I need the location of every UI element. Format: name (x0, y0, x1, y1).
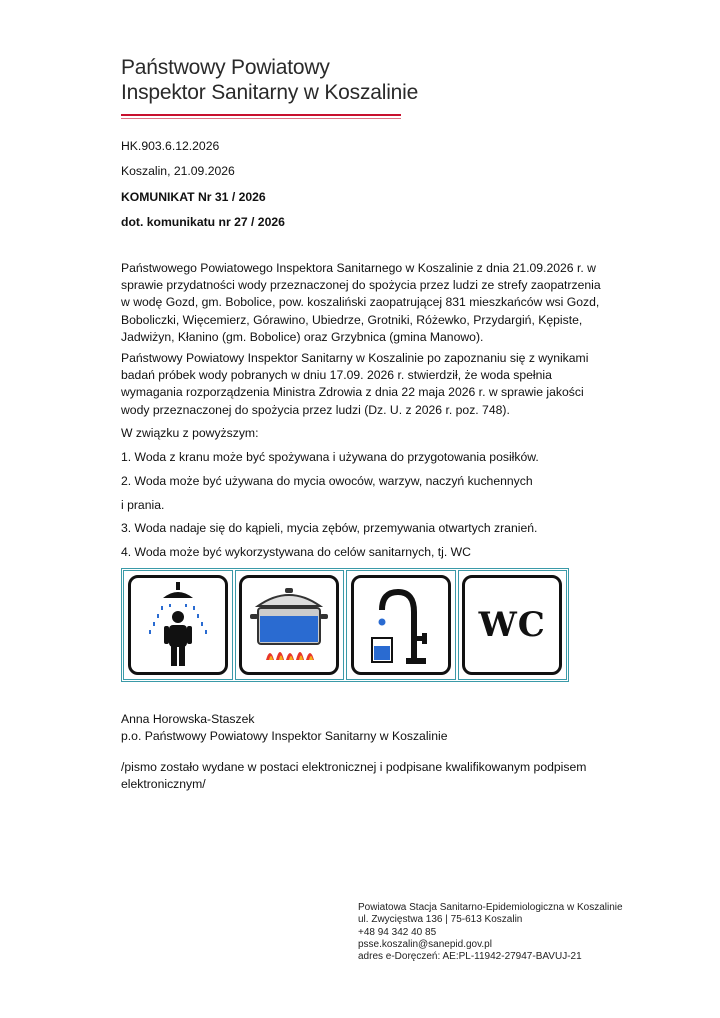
footer-institution: Powiatowa Stacja Sanitarno-Epidemiologiczna w Koszalinie (358, 902, 623, 913)
footer-edelivery: adres e-Doręczeń: AE:PL-11942-27947-BAVUJ-21 (358, 951, 582, 963)
list-item-2: 2. Woda może być używana do mycia owoców, warzyw, naczyń kuchennych (121, 474, 533, 488)
list-item-4: 4. Woda może być wykorzystywana do celów sanitarnych, tj. WC (121, 545, 471, 559)
paragraph-findings: Państwowy Powiatowy Inspektor Sanitarny w Koszalinie po zapoznaniu się z wynikami badań próbek wody pobranych w dniu 17.09. 2026 r. stwierdził, że woda spełnia wymagania rozporządzenia Ministra Zdrowia z dnia 22 maja 2026 r. w sprawie jakości wody przeznaczonej do spożycia przez ludzi (Dz. U. z 2026 r. poz. 748). (121, 351, 589, 417)
paragraph-intro: Państwowego Powiatowego Inspektora Sanitarnego w Koszalinie z dnia 21.09.2026 r. w sprawie przydatności wody przeznaczonej do spożycia przez ludzi ze strefy zaopatrzenia w wodę Gozd, gm. Bobolice, pow. koszaliński zaopatrującej 831 mieszkańców wsi Gozd, Boboliczki, Więcemierz, Górawino, Ubiedrze, Grotniki, Różewko, Przydargiń, Kępiste, Jadwiżyn, Kłanino (gm. Bobolice) oraz Grzybnica (gmina Manowo). (121, 261, 601, 344)
list-item-3: 3. Woda nadaje się do kąpieli, mycia zębów, przemywania otwartych zranień. (121, 521, 538, 535)
reference-number: HK.903.6.12.2026 (121, 139, 220, 153)
letterhead-rule-thin (121, 118, 401, 119)
place-date: Koszalin, 21.09.2026 (121, 164, 235, 178)
pictogram-wc (458, 570, 568, 680)
footer-address (358, 902, 623, 963)
pictogram-tap (346, 570, 456, 680)
pictogram-cooking (235, 570, 345, 680)
signatory-name: Anna Horowska-Staszek (121, 712, 255, 726)
pictogram-shower (123, 570, 233, 680)
electronic-signature-note: /pismo zostało wydane w postaci elektronicznej i podpisane kwalifikowanym podpisem elektronicznym/ (121, 760, 587, 792)
signatory-role: p.o. Państwowy Powiatowy Inspektor Sanitarny w Koszalinie (121, 729, 448, 743)
tap-water-icon (356, 580, 446, 670)
wc-icon: WC (478, 605, 546, 645)
letterhead-line-1: Państwowy Powiatowy (121, 56, 330, 79)
footer-street: ul. Zwycięstwa 136 | 75-613 Koszalin (358, 914, 523, 926)
letterhead-line-2: Inspektor Sanitarny w Koszalinie (121, 81, 419, 104)
list-item-2-cont: i prania. (121, 498, 165, 512)
cooking-pot-icon (244, 580, 334, 670)
letterhead-rule (121, 114, 401, 116)
paragraph-therefore: W związku z powyższym: (121, 426, 259, 440)
footer-email: psse.koszalin@sanepid.gov.pl (358, 938, 492, 950)
announcement-title: KOMUNIKAT Nr 31 / 2026 (121, 190, 266, 204)
list-item-1: 1. Woda z kranu może być spożywana i używana do przygotowania posiłków. (121, 450, 539, 464)
letterhead (121, 55, 418, 105)
pictogram-strip (121, 568, 569, 682)
footer-phone: +48 94 342 40 85 (358, 926, 437, 938)
announcement-subtitle: dot. komunikatu nr 27 / 2026 (121, 215, 285, 229)
shower-icon (133, 580, 223, 670)
